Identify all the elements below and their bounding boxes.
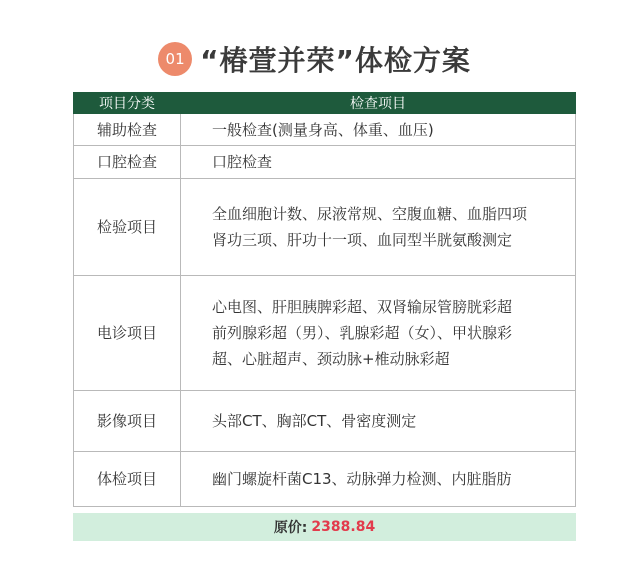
header-category: 项目分类 [74, 93, 181, 114]
category-cell: 影像项目 [74, 391, 181, 452]
table-row [74, 391, 576, 452]
items-cell [181, 146, 576, 179]
item-line: 肾功三项、肝功十一项、血同型半胱氨酸测定 [212, 231, 513, 249]
category-cell: 检验项目 [74, 179, 181, 276]
price-label: 原价: [273, 520, 308, 536]
category-cell: 体检项目 [74, 452, 181, 507]
items-cell [181, 179, 576, 276]
item-line: 幽门螺旋杆菌C13、动脉弹力检测、内脏脂肪 [212, 470, 512, 488]
header-items: 检查项目 [181, 93, 576, 114]
price-bar [73, 513, 576, 541]
item-line: 一般检查(测量身高、体重、血压) [212, 120, 434, 139]
exam-plan-table [73, 92, 576, 507]
items-cell [181, 114, 576, 146]
table-row [74, 276, 576, 391]
category-cell: 辅助检查 [74, 114, 181, 146]
item-line: 前列腺彩超（男）、乳腺彩超（女）、甲状腺彩 [212, 324, 513, 342]
table-row [74, 452, 576, 507]
item-line: 全血细胞计数、尿液常规、空腹血糖、血脂四项 [212, 205, 528, 223]
table-header-row [74, 93, 576, 114]
items-cell [181, 452, 576, 507]
item-line: 口腔检查 [212, 153, 273, 171]
page-title: “椿萱并荣”体检方案 [200, 44, 471, 77]
category-cell: 电诊项目 [74, 276, 181, 391]
table-row [74, 179, 576, 276]
table-row [74, 146, 576, 179]
title-row [0, 36, 629, 82]
item-line: 头部CT、胸部CT、骨密度测定 [212, 412, 417, 430]
table-row [74, 114, 576, 146]
price-value: 2388.84 [311, 519, 376, 535]
item-line: 心电图、肝胆胰脾彩超、双肾输尿管膀胱彩超 [212, 298, 513, 316]
items-cell [181, 391, 576, 452]
items-cell [181, 276, 576, 391]
category-cell: 口腔检查 [74, 146, 181, 179]
item-line: 超、心脏超声、颈动脉+椎动脉彩超 [212, 350, 450, 368]
section-number-badge: 01 [158, 42, 192, 76]
